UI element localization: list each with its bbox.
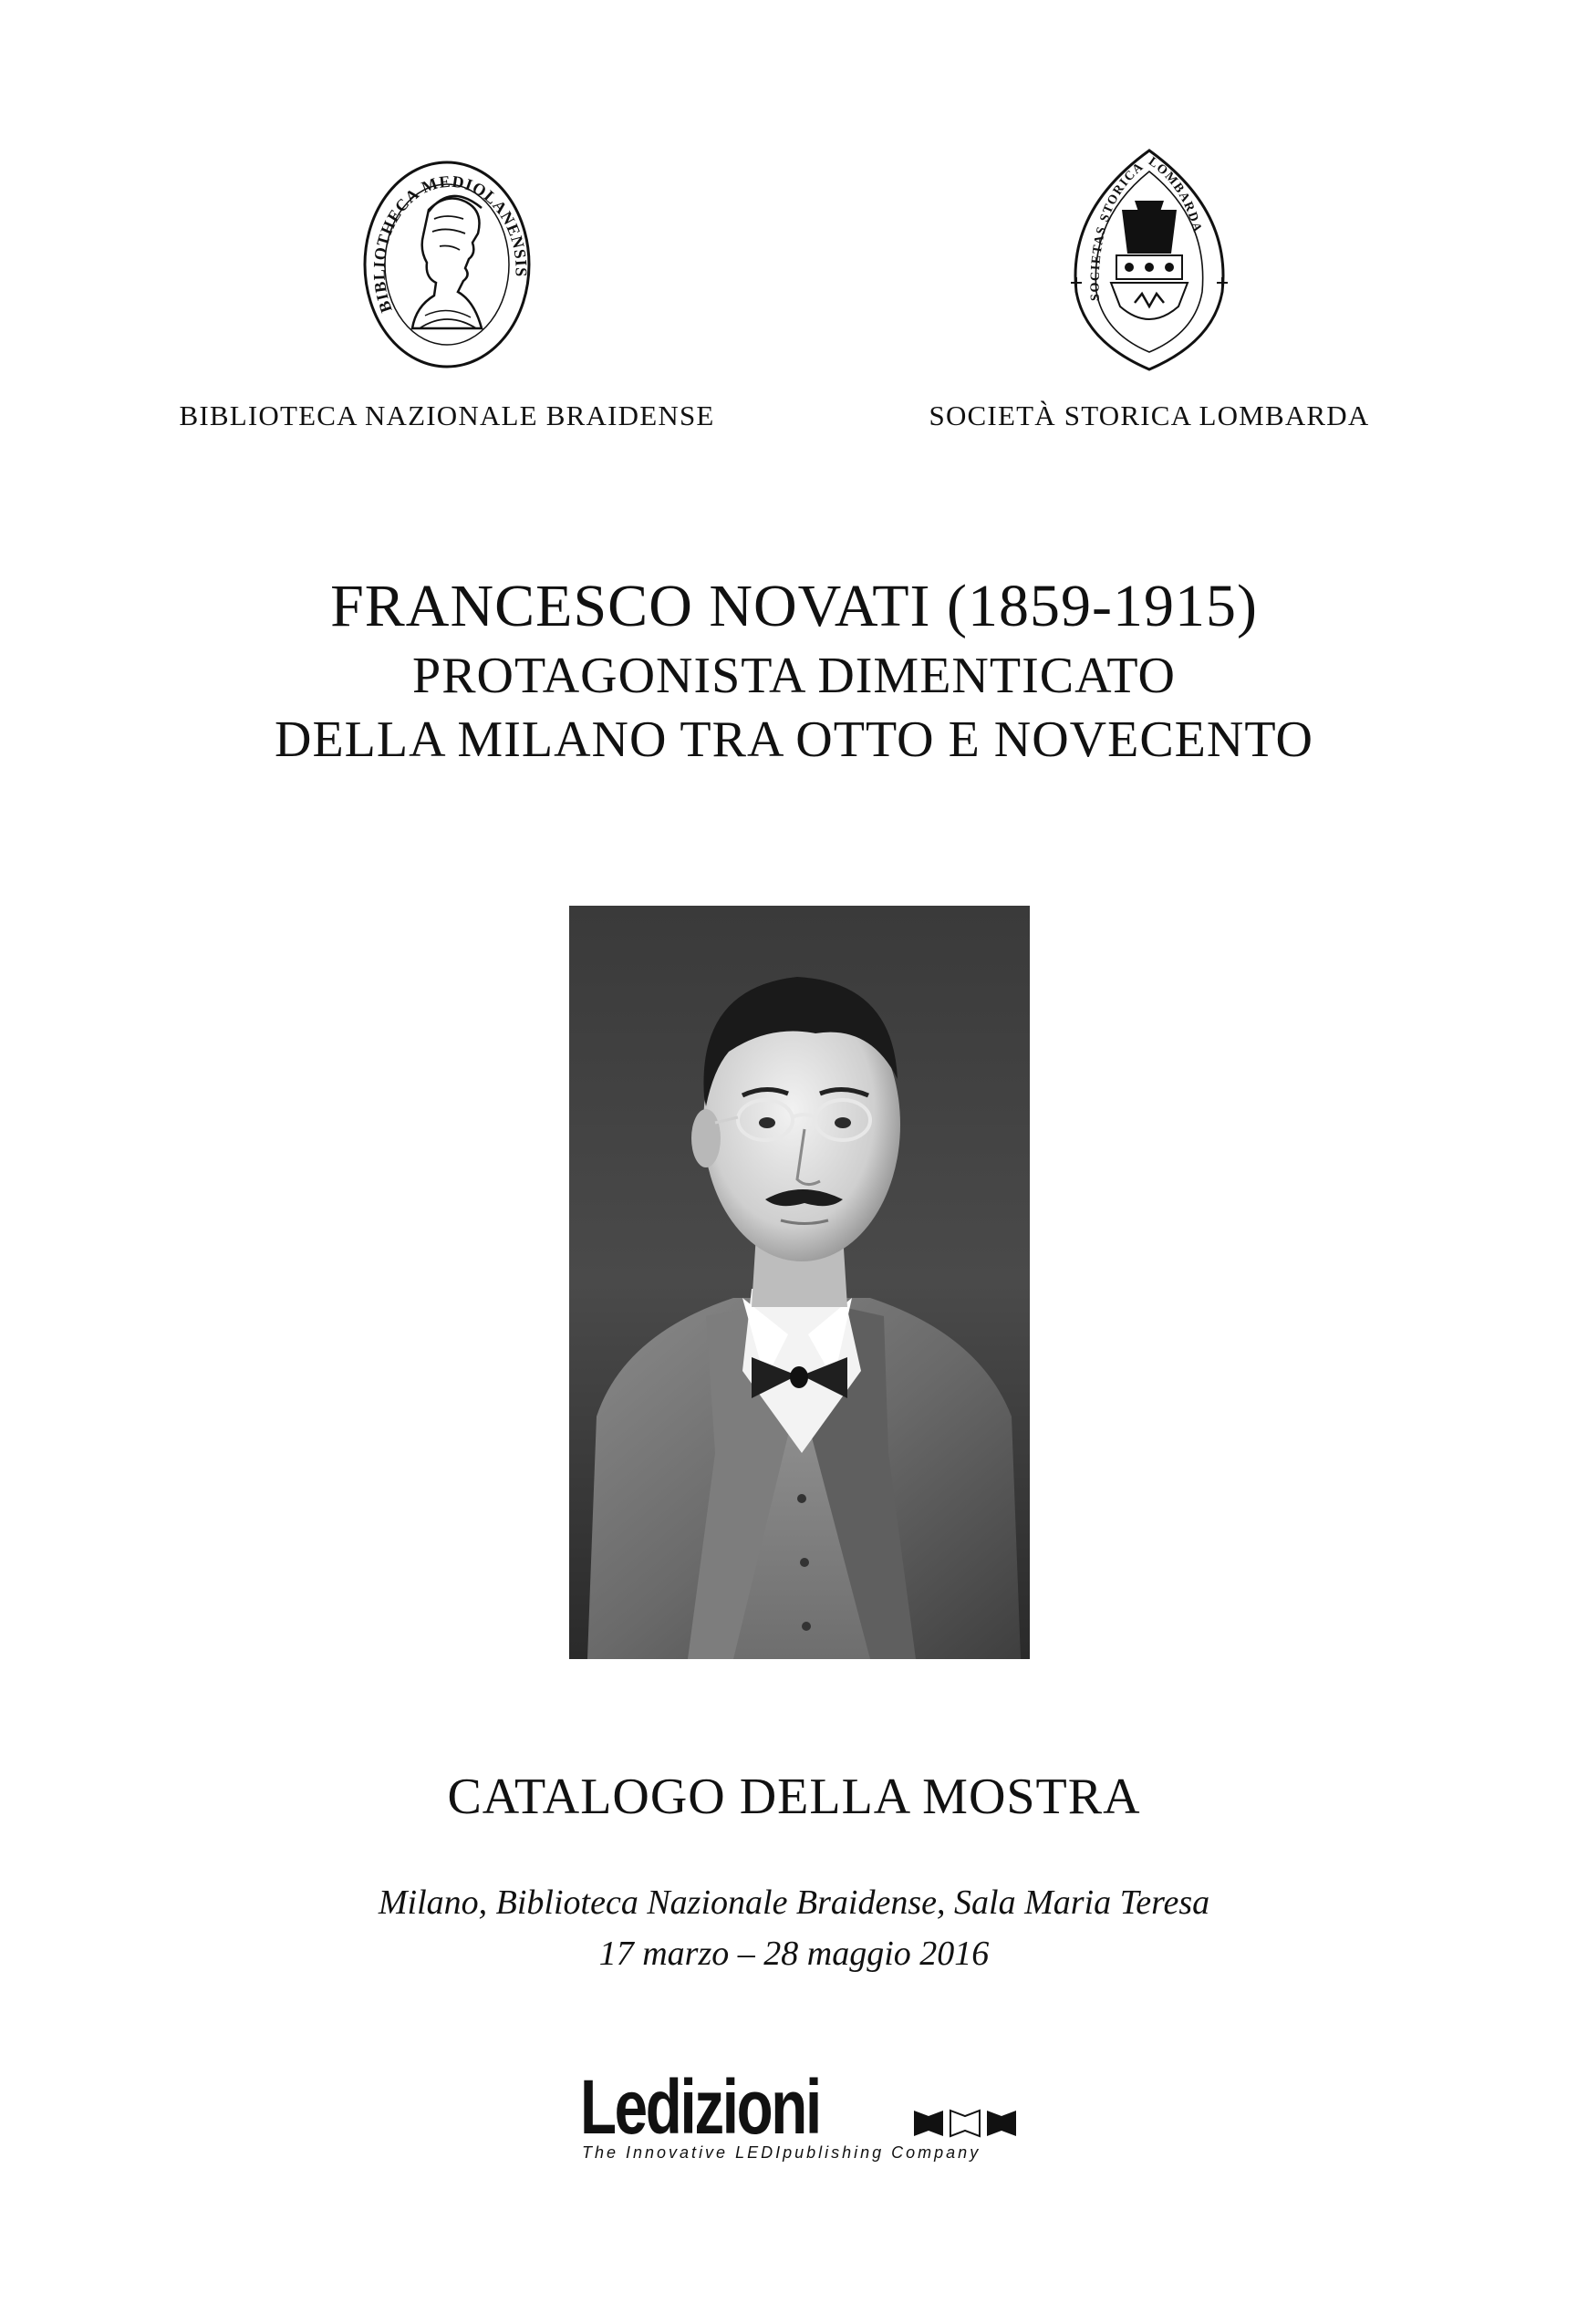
institution-right xyxy=(803,155,1496,432)
svg-text:SOCIETAS STORICA LOMBARDA: SOCIETAS STORICA LOMBARDA xyxy=(1088,154,1205,302)
institution-left-name: BIBLIOTECA NAZIONALE BRAIDENSE xyxy=(179,399,715,431)
publisher-name: Ledizioni xyxy=(580,2064,820,2150)
publisher-logo xyxy=(575,2064,1031,2169)
title-line-3: DELLA MILANO TRA OTTO E NOVECENTO xyxy=(275,711,1313,768)
portrait-image xyxy=(569,906,1030,1659)
catalogue-venue: Milano, Biblioteca Nazionale Braidense, Sala Maria Teresa xyxy=(378,1883,1210,1922)
publisher-tagline: The Innovative LEDIpublishing Company xyxy=(582,2143,981,2162)
catalogue-dates: 17 marzo – 28 maggio 2016 xyxy=(598,1935,990,1973)
societa-seal xyxy=(803,155,1496,374)
societa-seal-icon xyxy=(1058,146,1240,374)
publisher-books-icon xyxy=(912,2107,1022,2140)
title-main: FRANCESCO NOVATI (1859-1915) xyxy=(330,573,1258,639)
braidense-seal xyxy=(100,155,794,374)
catalogue-heading: CATALOGO DELLA MOSTRA xyxy=(447,1769,1141,1825)
catalogue-venue-block xyxy=(0,1877,1588,1979)
braidense-seal-icon xyxy=(356,155,538,374)
institution-right-name: SOCIETÀ STORICA LOMBARDA xyxy=(929,399,1370,431)
title-line-2: PROTAGONISTA DIMENTICATO xyxy=(412,648,1176,704)
institution-left xyxy=(100,155,794,432)
svg-text:BIBLIOTHECA MEDIOLANENSIS: BIBLIOTHECA MEDIOLANENSIS xyxy=(369,171,531,316)
title-block xyxy=(0,569,1588,772)
portrait-photo xyxy=(569,906,1030,1659)
